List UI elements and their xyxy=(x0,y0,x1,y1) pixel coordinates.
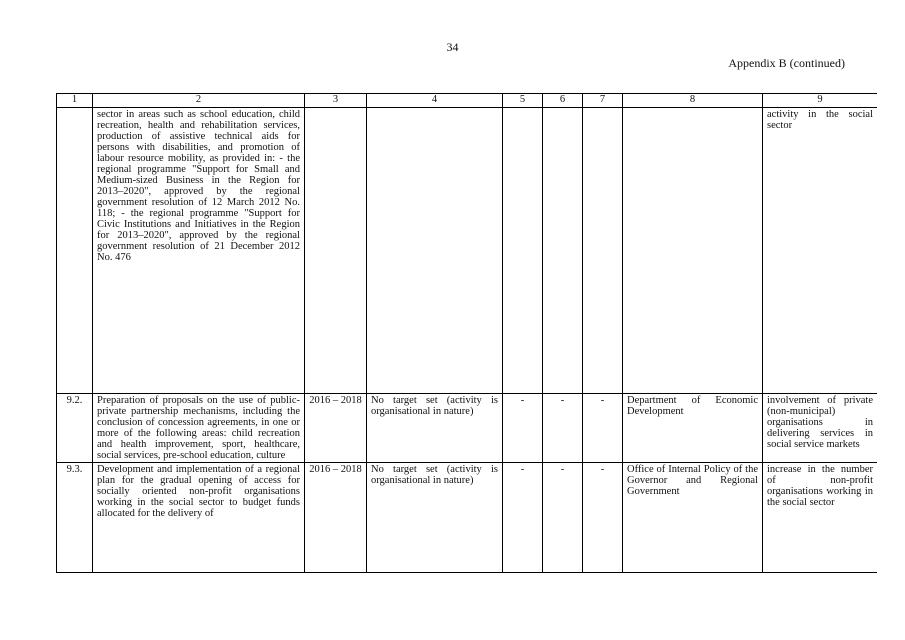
description-text: Development and implementation of a regional plan for the gradual opening of access for socially oriented non-profit organisations working in the social sector to budget funds allocated for the delivery of xyxy=(97,464,300,520)
row-number-cell: 9.2. xyxy=(57,394,93,463)
period-cell: 2016 – 2018 xyxy=(305,463,367,573)
table-row xyxy=(57,108,878,394)
column-header: 2 xyxy=(93,94,305,108)
period-cell: 2016 – 2018 xyxy=(305,394,367,463)
value-cell xyxy=(543,108,583,394)
period-cell xyxy=(305,108,367,394)
responsible-cell xyxy=(623,108,763,394)
result-cell: involvement of private (non-municipal) organisations in delivering services in social service markets xyxy=(763,394,878,463)
responsible-cell: Office of Internal Policy of the Governor and Regional Government xyxy=(623,463,763,573)
indicator-cell xyxy=(367,108,503,394)
value-cell: - xyxy=(583,394,623,463)
table-row xyxy=(57,394,878,463)
appendix-continuation-note: Appendix B (continued) xyxy=(728,56,845,70)
column-header: 8 xyxy=(623,94,763,108)
value-cell: - xyxy=(543,394,583,463)
responsible-cell: Department of Economic Development xyxy=(623,394,763,463)
value-cell xyxy=(583,108,623,394)
column-header: 5 xyxy=(503,94,543,108)
row-number-cell xyxy=(57,108,93,394)
table-row xyxy=(57,463,878,573)
column-header: 7 xyxy=(583,94,623,108)
table-header-row xyxy=(57,94,878,108)
value-cell: - xyxy=(503,463,543,573)
column-header: 6 xyxy=(543,94,583,108)
description-cell: Preparation of proposals on the use of public-private partnership mechanisms, including the conclusion of concession agreements, in one or more of the following areas: child recreation and health improvement, sport, healthcare, social services, pre-school education, culture xyxy=(93,394,305,463)
result-cell: activity in the social sector xyxy=(763,108,878,394)
value-cell: - xyxy=(583,463,623,573)
column-header: 3 xyxy=(305,94,367,108)
indicator-cell: No target set (activity is organisational in nature) xyxy=(367,463,503,573)
description-text: sector in areas such as school education, child recreation, health and rehabilitation services, production of assistive technical aids for persons with disabilities, and promotion of labour resource mobility, as provided in: - the regional programme "Support for Small and Medium-sized Business in the Region for 2013–2020", approved by the regional government resolution of 12 March 2012 No. 118; - the regional programme "Support for Civic Institutions and Initiatives in the Region for 2013–2020", approved by the regional government resolution of 21 December 2012 No. 476 xyxy=(97,109,300,264)
column-header: 1 xyxy=(57,94,93,108)
indicator-cell: No target set (activity is organisational in nature) xyxy=(367,394,503,463)
value-cell xyxy=(503,108,543,394)
measures-table-container xyxy=(56,93,877,615)
row-number-cell: 9.3. xyxy=(57,463,93,573)
column-header: 9 xyxy=(763,94,878,108)
value-cell: - xyxy=(503,394,543,463)
column-header: 4 xyxy=(367,94,503,108)
page-number: 34 xyxy=(446,40,459,54)
description-cell xyxy=(93,108,305,394)
measures-table xyxy=(56,93,877,573)
result-cell: increase in the number of non-profit organisations working in the social sector xyxy=(763,463,878,573)
description-cell xyxy=(93,463,305,573)
value-cell: - xyxy=(543,463,583,573)
